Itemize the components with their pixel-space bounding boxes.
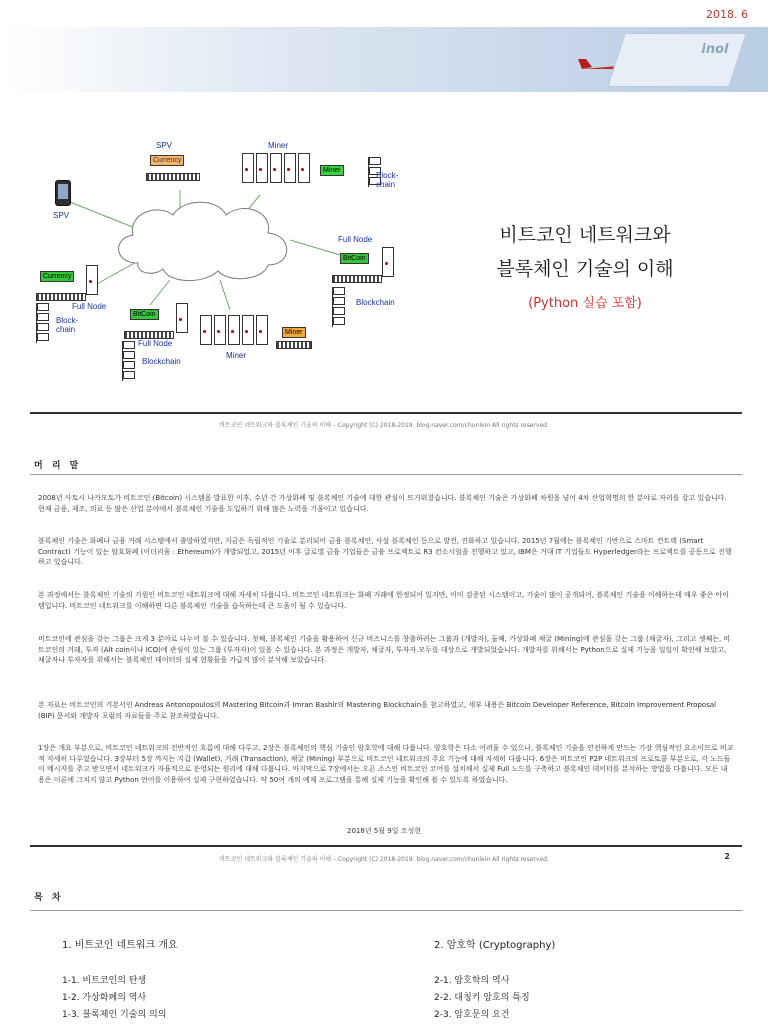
- toc-item[interactable]: 1-3. 블록체인 기술의 의의: [62, 1010, 167, 1020]
- preface-heading: 머 리 말: [34, 461, 82, 471]
- blockchain-stack-icon: [332, 287, 341, 327]
- server-icon: [242, 153, 254, 183]
- section-divider: [30, 474, 742, 475]
- header-banner: [0, 27, 768, 92]
- toc-heading: 목 차: [34, 893, 64, 903]
- tag-miner-top: Miner: [320, 165, 344, 176]
- label-fullnode-mid: Full Node: [138, 339, 173, 348]
- toc-chapter-1[interactable]: 1. 비트코인 네트워크 개요: [62, 940, 178, 951]
- toc-item[interactable]: 2-1. 암호학의 역사: [434, 976, 510, 986]
- document-title: [450, 218, 720, 311]
- page-divider: [30, 412, 742, 414]
- blockchain-stack-icon: [122, 341, 131, 381]
- server-icon: [200, 315, 212, 345]
- bitcoin-network-diagram: [30, 135, 420, 380]
- server-icon: [176, 303, 188, 333]
- title-line1: 비트코인 네트워크와: [499, 224, 671, 246]
- section-divider: [30, 910, 742, 911]
- server-icon: [256, 315, 268, 345]
- server-icon: [242, 315, 254, 345]
- blockchain-stack-icon: [36, 303, 45, 343]
- tag-currency-left: Currency: [40, 271, 74, 282]
- book-title: inol: [701, 42, 729, 57]
- preface-paragraph: 1장은 개요 부분으로, 비트코인 네트워크의 전반적인 흐름에 대해 다루고, 2장은 블록체인의 핵심 기술인 암호학에 대해 다룹니다. 암호학은 다소 어려울 수 있으나, 블록체인 기술을 안전하게 만드는 가장 핵심적인 요소이므로 비교적 자세히 다루었습니다. 3장부터 5장 까지는 지갑 (Wallet), 거래 (Transaction), 채굴 (Mining) 부분으로 비트코인 네트워크의 주요 기능에 대해 자세히 다룹니다. 6장은 비트코인 P2P 네트워크의 프로토콜 부분으로, 각 노드들이 메시지를 주고 받으면서 네트워크가 자율적으로 운영되는 원리에 대해 다룹니다. 마지막으로 7장에서는 오픈 소스인 비트코인 코어를 설치해서 실제 Full 노드를 구축하고 블록체인 데이터를 분석하는 방법을 다룹니다. 모든 내용은 이론에 그치지 않고 Python 언어를 이용하여 실제 구현하였습니다. 약 50여 개의 예제 프로그램을 통해 실제 기능을 확인해 볼 수 있도록 하였습니다.: [38, 744, 734, 784]
- header-date: 2018. 6: [706, 8, 748, 21]
- server-icon: [86, 265, 98, 295]
- keyboard-icon: [36, 293, 86, 301]
- book-image: [607, 33, 747, 87]
- tag-bitcoin-right: BitCoin: [340, 253, 369, 264]
- keyboard-icon: [276, 341, 312, 349]
- server-icon: [270, 153, 282, 183]
- label-spv-top: SPV: [156, 141, 173, 150]
- keyboard-icon: [124, 331, 174, 339]
- preface-paragraph: 본 과정에서는 블록체인 기술의 기원인 비트코인 네트워크에 대해 자세히 다룹니다. 비트코인 네트워크는 화폐 거래에 한정되어 있지만, 이미 검증된 시스템이고, 기술이 많이 공개되어, 블록체인 기술을 이해하는데 매우 좋은 아이템입니다. 비트코인 네트워크를 이해하면 다른 블록체인 기술을 습득하는데 큰 도움이 될 수 있습니다.: [38, 591, 730, 610]
- internet-cloud-icon: [108, 193, 298, 285]
- page-footer: 비트코인 네트워크와 블록체인 기술의 이해 – Copyright (C) 2018-2019. blog.naver.com/chunlein All rights reserved.: [219, 422, 549, 429]
- label-blockchain-top: Block- chain: [376, 171, 399, 189]
- page-divider: [30, 845, 742, 847]
- toc-item[interactable]: 2-3. 암호문의 요건: [434, 1010, 510, 1020]
- server-icon: [284, 153, 296, 183]
- page-number: 2: [724, 852, 730, 861]
- server-icon: [382, 247, 394, 277]
- tag-currency-top: Currency: [150, 155, 184, 166]
- preface-paragraph: 블록체인 기술은 화폐나 금융 거래 시스템에서 출발하였지만, 지금은 독립적인 기술로 분리되어 금융 블록체인, 사설 블록체인 등으로 발전, 진화하고 있습니다. 2015년 7월에는 블록체인 기반으로 스마트 컨트랙 (Smart Contract) 기능이 있는 암호화폐 (이더리움 : Ethereum)가 개발되었고, 2015년 이후 글로벌 금융 기업들은 금융 프로젝트로 R3 컨소시엄을 진행하고 있고, IBM은 거대 IT 기업들도 Hyperledger라는 프로젝트를 공동으로 진행하고 있습니다.: [38, 537, 732, 566]
- preface-paragraph: 본 자료는 비트코인의 기본서인 Andreas Antonopoulos의 Mastering Bitcoin과 Imran Bashir의 Mastering Blockchain을 참고하였고, 세부 내용은 Bitcoin Developer Reference, Bitcoin Improvement Proposal (BIP) 문서와 개발자 포럼의 자료들을 주로 참조하였습니다.: [38, 701, 717, 720]
- label-blockchain-left: Block- chain: [56, 316, 79, 334]
- toc-item[interactable]: 1-2. 가상화폐의 역사: [62, 993, 147, 1003]
- server-icon: [298, 153, 310, 183]
- tag-bitcoin-mid: BitCoin: [130, 309, 159, 320]
- title-line2: 블록체인 기술의 이해: [496, 258, 674, 280]
- toc-item[interactable]: 1-1. 비트코인의 탄생: [62, 976, 147, 986]
- title-subtitle: (Python 실습 포함): [528, 296, 642, 311]
- label-fullnode-left: Full Node: [72, 302, 107, 311]
- label-blockchain-right: Blockchain: [356, 298, 395, 307]
- preface-paragraph: 2008년 사토시 나카모토가 비트코인 (Bitcoin) 시스템을 발표한 이후, 수년 간 가상화폐 및 블록체인 기술에 대한 관심이 뜨거워졌습니다. 블록체인 기술은 가상화폐 차원을 넘어 4차 산업혁명의 한 분야로 자리를 잡고 있습니다. 현재 금융, 제조, 의료 등 많은 산업 분야에서 블록체인 기술을 도입하기 위해 많은 노력을 기울이고 있습니다.: [38, 494, 727, 513]
- keyboard-icon: [332, 275, 382, 283]
- smartphone-icon: [55, 180, 71, 206]
- toc-item[interactable]: 2-2. 대칭키 암호의 특징: [434, 993, 530, 1003]
- label-miner-top: Miner: [268, 141, 289, 150]
- preface-paragraph: 비트코인에 관심을 갖는 그룹은 크게 3 분야로 나누어 볼 수 있습니다. 첫째, 블록체인 기술을 활용하여 신규 비즈니스를 창출하려는 그룹과 (개발자), 둘째, 가상화폐 채굴 (Mining)에 관심을 갖는 그룹 (채굴자), 그리고 셋째는, 비트코인의 거래, 투자 (Alt coin이나 ICO)에 관심이 있는 그룹 (투자자)이 있을 수 있습니다. 본 과정은 개발자, 채굴자, 투자자 모두를 대상으로 개발되었습니다. 개발자를 위해서는 Python으로 실제 기능을 일일이 확인해 보았고, 채굴자나 투자자를 위해서는 블록체인 데이터의 실제 현황들을 가급적 많이 분석해 보았습니다.: [38, 635, 731, 664]
- label-miner-bottom: Miner: [226, 351, 247, 360]
- page-footer: 비트코인 네트워크와 블록체인 기술의 이해 – Copyright (C) 2018-2019. blog.naver.com/chunlein All rights reserved.: [219, 856, 549, 863]
- preface-signature: 2018년 5월 9일 조성현: [347, 827, 421, 835]
- toc-chapter-2[interactable]: 2. 암호학 (Cryptography): [434, 940, 556, 951]
- server-icon: [256, 153, 268, 183]
- server-icon: [214, 315, 226, 345]
- label-fullnode-right: Full Node: [338, 235, 373, 244]
- label-blockchain-mid: Blockchain: [142, 357, 181, 366]
- server-icon: [228, 315, 240, 345]
- tag-miner-bottom: Miner: [282, 327, 306, 338]
- label-spv-left: SPV: [53, 211, 70, 220]
- keyboard-icon: [146, 173, 200, 181]
